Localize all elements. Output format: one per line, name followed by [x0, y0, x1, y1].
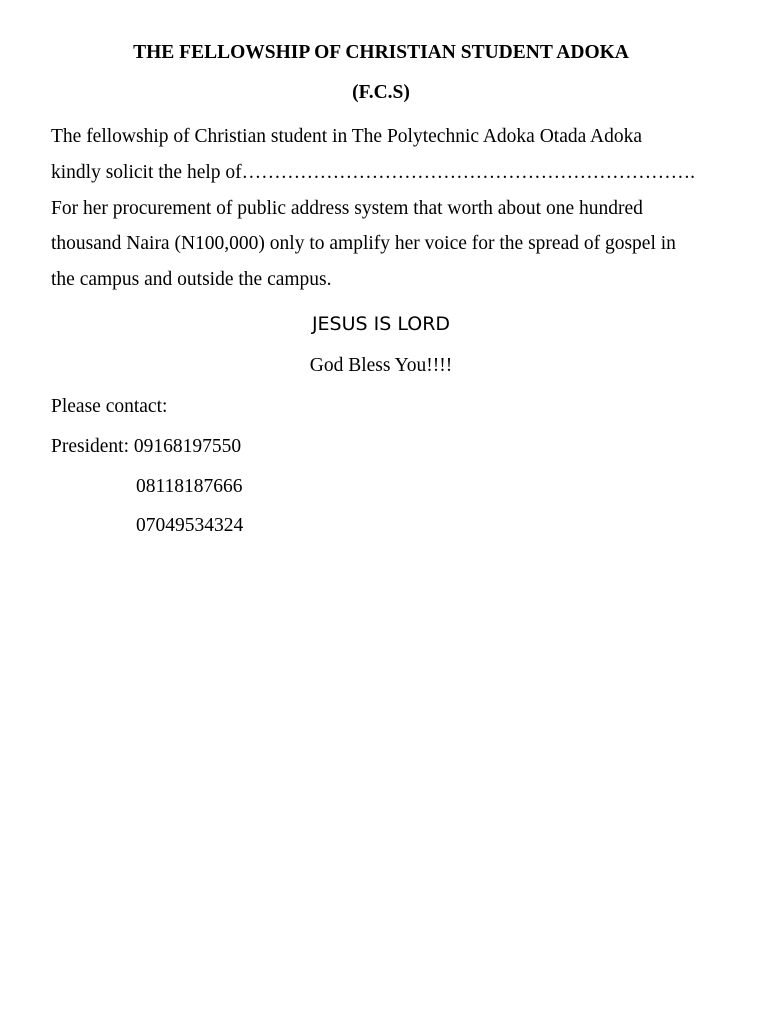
- phone-number: 09168197550: [133, 436, 242, 457]
- phone-number: 07049534324: [136, 515, 244, 536]
- paragraph-line: thousand Naira (N100,000) only to amplify her voice for the spread of gospel in: [51, 233, 676, 255]
- blessing-text: God Bless You!!!!: [309, 355, 453, 376]
- declaration-text: JESUS IS LORD: [311, 313, 451, 335]
- president-label: President:: [51, 436, 129, 457]
- document-title: THE FELLOWSHIP OF CHRISTIAN STUDENT ADOKA: [133, 42, 629, 63]
- paragraph-line: For her procurement of public address system that worth about one hundred: [51, 197, 643, 219]
- president-contact: [51, 434, 241, 460]
- document-subtitle: (F.C.S): [352, 82, 410, 103]
- appeal-paragraph: [51, 119, 701, 298]
- paragraph-line: The fellowship of Christian student in The Polytechnic Adoka Otada Adoka: [51, 126, 643, 147]
- contact-heading: Please contact:: [51, 396, 168, 417]
- paragraph-line: kindly solicit the help of…………………………………………………………….: [51, 161, 696, 183]
- phone-number: 08118187666: [136, 476, 243, 497]
- paragraph-line: the campus and outside the campus.: [51, 269, 332, 291]
